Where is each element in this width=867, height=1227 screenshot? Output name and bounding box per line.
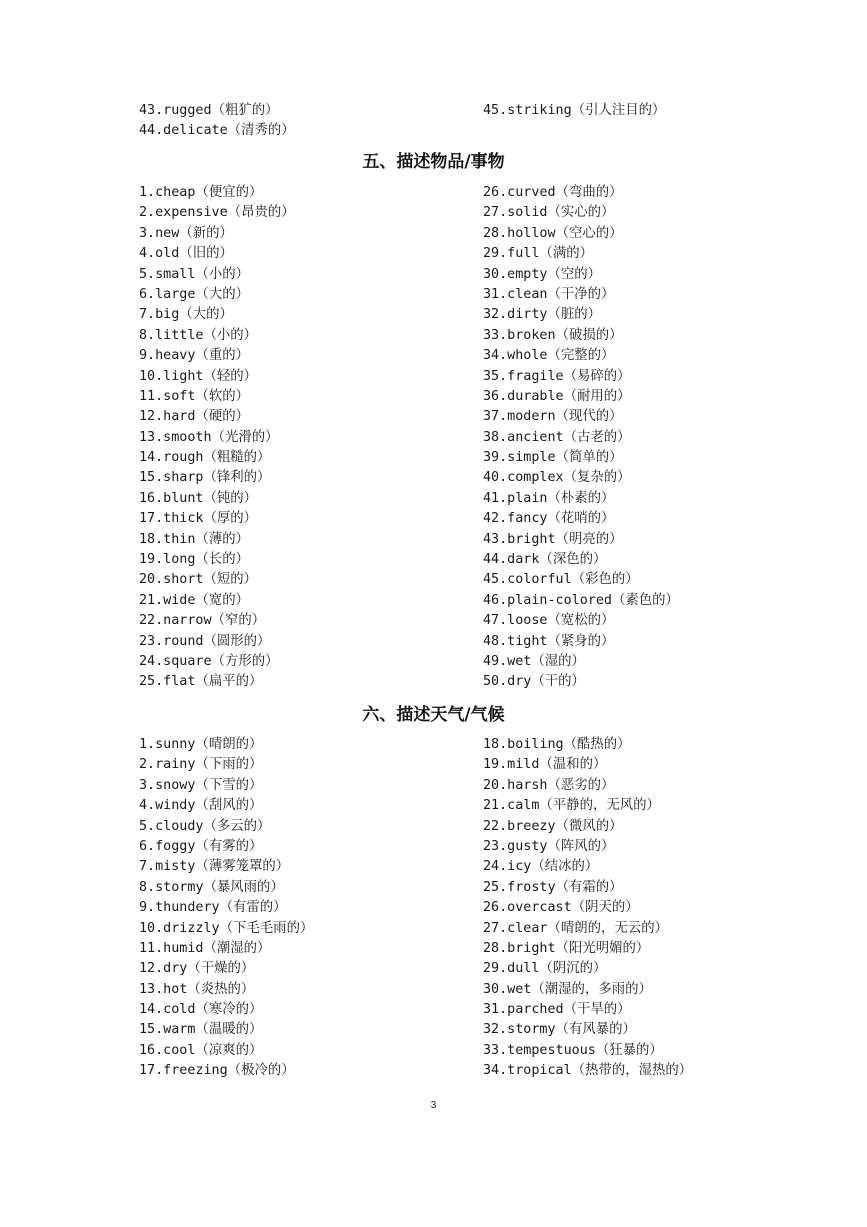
list-item: 33.tempestuous（狂暴的） bbox=[483, 1042, 663, 1058]
list-item: 35.fragile（易碎的） bbox=[483, 368, 631, 384]
list-item: 9.thundery（有雷的） bbox=[139, 900, 287, 916]
list-item: 39.simple（简单的） bbox=[483, 450, 623, 466]
list-item: 48.tight（紧身的） bbox=[483, 633, 615, 649]
column-right bbox=[483, 183, 729, 693]
list-item: 5.small（小的） bbox=[139, 266, 249, 282]
list-item: 49.wet（湿的） bbox=[483, 653, 585, 669]
list-item: 37.modern（现代的） bbox=[483, 409, 623, 425]
column-right bbox=[483, 101, 729, 142]
list-item: 30.wet（潮湿的，多雨的） bbox=[483, 981, 652, 997]
list-item: 31.clean（干净的） bbox=[483, 286, 615, 302]
list-item: 21.wide（宽的） bbox=[139, 592, 249, 608]
list-item: 3.new（新的） bbox=[139, 225, 233, 241]
list-item: 19.mild（温和的） bbox=[483, 757, 607, 773]
list-item: 7.big（大的） bbox=[139, 307, 233, 323]
list-item: 26.overcast（阴天的） bbox=[483, 900, 639, 916]
section-objects-list bbox=[139, 183, 729, 693]
list-item: 34.whole（完整的） bbox=[483, 348, 615, 364]
section-heading-objects: 五、描述物品/事物 bbox=[362, 152, 505, 172]
list-item: 33.broken（破损的） bbox=[483, 327, 623, 343]
list-item: 30.empty（空的） bbox=[483, 266, 602, 282]
list-item: 32.dirty（脏的） bbox=[483, 307, 602, 323]
list-item: 18.thin（薄的） bbox=[139, 531, 249, 547]
list-item: 42.fancy（花哨的） bbox=[483, 511, 615, 527]
list-item: 4.windy（刮风的） bbox=[139, 798, 263, 814]
list-item: 14.rough（粗糙的） bbox=[139, 450, 271, 466]
list-item: 24.icy（结冰的） bbox=[483, 859, 599, 875]
list-item: 13.hot（炎热的） bbox=[139, 981, 255, 997]
list-item: 3.snowy（下雪的） bbox=[139, 777, 263, 793]
list-item: 44.delicate（清秀的） bbox=[139, 123, 295, 139]
list-item: 1.cheap（便宜的） bbox=[139, 185, 263, 200]
list-item: 6.foggy（有雾的） bbox=[139, 838, 263, 854]
list-item: 26.curved（弯曲的） bbox=[483, 185, 623, 200]
list-item: 16.blunt（钝的） bbox=[139, 490, 258, 506]
list-item: 20.harsh（恶劣的） bbox=[483, 777, 615, 793]
list-item: 28.hollow（空心的） bbox=[483, 225, 623, 241]
list-item: 29.dull（阴沉的） bbox=[483, 961, 607, 977]
list-item: 9.heavy（重的） bbox=[139, 348, 249, 364]
list-item: 18.boiling（酷热的） bbox=[483, 737, 631, 752]
list-item: 32.stormy（有风暴的） bbox=[483, 1022, 636, 1038]
list-item: 40.complex（复杂的） bbox=[483, 470, 631, 486]
list-item: 45.striking（引人注目的） bbox=[483, 103, 666, 118]
column-right bbox=[483, 735, 729, 1082]
list-item: 10.light（轻的） bbox=[139, 368, 258, 384]
list-item: 29.full（满的） bbox=[483, 246, 593, 262]
list-item: 41.plain（朴素的） bbox=[483, 490, 615, 506]
list-item: 23.round（圆形的） bbox=[139, 633, 271, 649]
page-number: 3 bbox=[430, 1100, 437, 1111]
section-weather-list bbox=[139, 735, 729, 1082]
list-item: 8.little（小的） bbox=[139, 327, 258, 343]
column-left bbox=[139, 735, 483, 1082]
list-item: 12.hard（硬的） bbox=[139, 409, 249, 425]
list-item: 17.freezing（极冷的） bbox=[139, 1063, 295, 1079]
list-item: 43.rugged（粗犷的） bbox=[139, 103, 279, 118]
list-item: 34.tropical（热带的，湿热的） bbox=[483, 1063, 693, 1079]
list-item: 2.expensive（昂贵的） bbox=[139, 205, 295, 221]
list-item: 17.thick（厚的） bbox=[139, 511, 258, 527]
list-item: 6.large（大的） bbox=[139, 286, 249, 302]
list-item: 23.gusty（阵风的） bbox=[483, 838, 615, 854]
list-item: 5.cloudy（多云的） bbox=[139, 818, 271, 834]
list-item: 38.ancient（古老的） bbox=[483, 429, 631, 445]
list-item: 46.plain-colored（素色的） bbox=[483, 592, 679, 608]
list-item: 45.colorful（彩色的） bbox=[483, 572, 639, 588]
list-item: 2.rainy（下雨的） bbox=[139, 757, 263, 773]
list-item: 13.smooth（光滑的） bbox=[139, 429, 279, 445]
list-item: 22.breezy（微风的） bbox=[483, 818, 623, 834]
list-item: 8.stormy（暴风雨的） bbox=[139, 879, 284, 895]
list-item: 4.old（旧的） bbox=[139, 246, 233, 262]
list-item: 11.soft（软的） bbox=[139, 388, 249, 404]
list-item: 36.durable（耐用的） bbox=[483, 388, 631, 404]
list-item: 11.humid（潮湿的） bbox=[139, 940, 271, 956]
list-item: 12.dry（干燥的） bbox=[139, 961, 255, 977]
list-item: 16.cool（凉爽的） bbox=[139, 1042, 263, 1058]
list-item: 22.narrow（窄的） bbox=[139, 613, 266, 629]
list-item: 43.bright（明亮的） bbox=[483, 531, 623, 547]
list-item: 10.drizzly（下毛毛雨的） bbox=[139, 920, 314, 936]
column-left bbox=[139, 183, 483, 693]
list-item: 15.warm（温暖的） bbox=[139, 1022, 263, 1038]
list-item: 14.cold（寒冷的） bbox=[139, 1002, 263, 1018]
list-item: 7.misty（薄雾笼罩的） bbox=[139, 859, 290, 875]
list-item: 44.dark（深色的） bbox=[483, 552, 607, 568]
list-item: 31.parched（干旱的） bbox=[483, 1002, 631, 1018]
list-item: 25.frosty（有霜的） bbox=[483, 879, 623, 895]
list-item: 24.square（方形的） bbox=[139, 653, 279, 669]
list-item: 21.calm（平静的，无风的） bbox=[483, 798, 660, 814]
column-left bbox=[139, 101, 483, 142]
list-item: 15.sharp（锋利的） bbox=[139, 470, 271, 486]
list-item: 50.dry（干的） bbox=[483, 674, 585, 690]
list-item: 20.short（短的） bbox=[139, 572, 258, 588]
list-item: 27.solid（实心的） bbox=[483, 205, 615, 221]
section-previous-continuation bbox=[139, 101, 729, 142]
list-item: 25.flat（扁平的） bbox=[139, 674, 263, 690]
list-item: 1.sunny（晴朗的） bbox=[139, 737, 263, 752]
list-item: 47.loose（宽松的） bbox=[483, 613, 615, 629]
list-item: 27.clear（晴朗的，无云的） bbox=[483, 920, 669, 936]
list-item: 19.long（长的） bbox=[139, 552, 249, 568]
list-item: 28.bright（阳光明媚的） bbox=[483, 940, 650, 956]
section-heading-weather: 六、描述天气/气候 bbox=[362, 705, 505, 725]
